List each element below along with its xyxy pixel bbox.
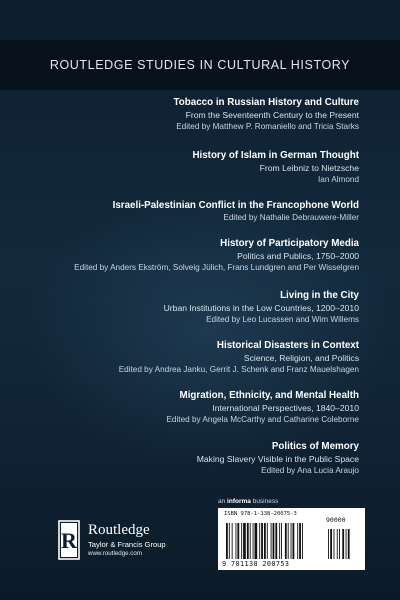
isbn-barcode <box>218 508 365 570</box>
publisher-name: Routledge <box>88 522 150 538</box>
book-entry <box>29 237 359 274</box>
book-subtitle: International Perspectives, 1840–2010 <box>212 403 359 413</box>
book-title: Living in the City <box>280 290 359 301</box>
informa-business-label: an informa business <box>218 498 279 505</box>
book-title: History of Participatory Media <box>220 238 359 249</box>
book-subtitle: From the Seventeenth Century to the Present <box>185 110 359 120</box>
book-editors: Edited by Leo Lucassen and Wim Willems <box>206 315 359 324</box>
book-subtitle: Politics and Publics, 1750–2000 <box>237 251 359 261</box>
svg-text:R: R <box>61 528 77 553</box>
book-editors: Edited by Ana Lucia Araujo <box>261 466 359 475</box>
book-entry <box>29 199 359 224</box>
series-banner <box>0 40 400 90</box>
book-title: Tobacco in Russian History and Culture <box>173 97 359 108</box>
book-editors: Edited by Anders Ekström, Solveig Jülich, Frans Lundgren and Per Wisselgren <box>74 263 359 272</box>
book-entry <box>29 440 359 477</box>
book-title: Politics of Memory <box>271 441 359 452</box>
book-title: History of Islam in German Thought <box>192 150 359 161</box>
book-entry <box>29 149 359 186</box>
series-title: ROUTLEDGE STUDIES IN CULTURAL HISTORY <box>49 58 351 72</box>
book-title: Migration, Ethnicity, and Mental Health <box>179 390 359 401</box>
book-editors: Ian Almond <box>318 175 359 184</box>
publisher-logo <box>58 518 218 570</box>
book-editors: Edited by Matthew P. Romaniello and Tricia Starks <box>176 122 359 131</box>
routledge-r-logo-icon <box>58 520 80 560</box>
book-entry <box>29 339 359 376</box>
book-entry <box>29 96 359 133</box>
isbn-digits: 9 781138 200753 <box>222 560 290 568</box>
book-editors: Edited by Andrea Janku, Gerrit J. Schenk and Franz Mauelshagen <box>118 365 359 374</box>
publisher-url: www.routledge.com <box>88 550 142 557</box>
book-subtitle: Science, Religion, and Politics <box>243 353 359 363</box>
book-subtitle: From Leibniz to Nietzsche <box>259 163 359 173</box>
book-editors: Edited by Angela McCarthy and Catharine Coleborne <box>166 415 359 424</box>
book-subtitle: Urban Institutions in the Low Countries, 1200–2010 <box>163 303 359 313</box>
book-title: Israeli-Palestinian Conflict in the Francophone World <box>112 200 359 211</box>
barcode-bars <box>224 519 359 561</box>
book-entry <box>29 289 359 326</box>
publisher-group: Taylor & Francis Group <box>88 540 166 549</box>
book-editors: Edited by Nathalie Debrauwere-Miller <box>223 213 359 222</box>
price-addon-number: 90000 <box>326 516 346 524</box>
isbn-label: ISBN 978-1-138-20075-3 <box>224 511 297 517</box>
book-subtitle: Making Slavery Visible in the Public Space <box>196 454 359 464</box>
book-title: Historical Disasters in Context <box>216 340 359 351</box>
book-entry <box>29 389 359 426</box>
